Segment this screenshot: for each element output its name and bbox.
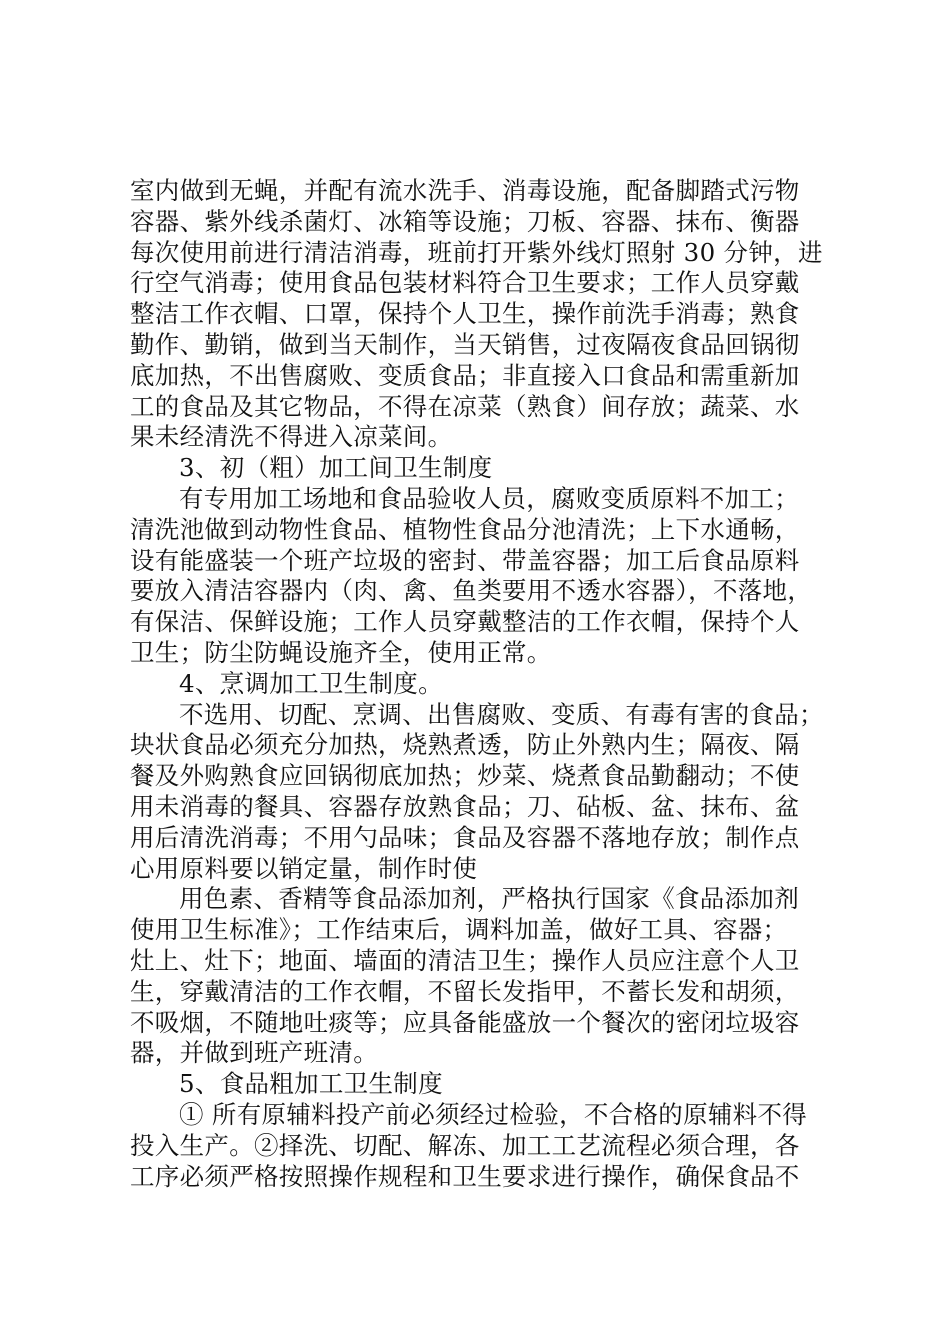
paragraph-line: 投入生产。②择洗、切配、解冻、加工工艺流程必须合理，各: [130, 1130, 800, 1160]
paragraph-line-indented: 不选用、切配、烹调、出售腐败、变质、有毒有害的食品；: [179, 699, 824, 729]
paragraph-line-indented: ① 所有原辅料投产前必须经过检验，不合格的原辅料不得: [179, 1099, 808, 1129]
paragraph-line: 要放入清洁容器内（肉、禽、鱼类要用不透水容器），不落地，: [130, 576, 813, 606]
paragraph-line: 设有能盛装一个班产垃圾的密封、带盖容器；加工后食品原料: [130, 545, 800, 575]
paragraph-line: 心用原料要以销定量，制作时使: [130, 853, 478, 883]
paragraph-line-indented: 有专用加工场地和食品验收人员，腐败变质原料不加工；: [179, 483, 799, 513]
paragraph-line-indented: 3、初（粗）加工间卫生制度: [179, 453, 493, 483]
paragraph-line: 底加热，不出售腐败、变质食品；非直接入口食品和需重新加: [130, 360, 800, 390]
paragraph-line: 使用卫生标准》；工作结束后，调料加盖，做好工具、容器；: [130, 915, 788, 945]
paragraph-line-indented: 用色素、香精等食品添加剂，严格执行国家《食品添加剂: [179, 884, 799, 914]
paragraph-line: 勤作、勤销，做到当天制作，当天销售，过夜隔夜食品回锅彻: [130, 329, 800, 359]
paragraph-line: 室内做到无蝇，并配有流水洗手、消毒设施，配备脚踏式污物: [130, 176, 800, 205]
paragraph-line: 器，并做到班产班清。: [130, 1038, 378, 1068]
paragraph-line: 工的食品及其它物品，不得在凉菜（熟食）间存放；蔬菜、水: [130, 391, 800, 421]
document-body: [130, 176, 848, 1192]
paragraph-line: 清洗池做到动物性食品、植物性食品分池清洗；上下水通畅，: [130, 514, 800, 544]
paragraph-line: 灶上、灶下；地面、墙面的清洁卫生；操作人员应注意个人卫: [130, 945, 800, 975]
paragraph-line: 用后清洗消毒；不用勺品味；食品及容器不落地存放；制作点: [130, 822, 800, 852]
paragraph-line: 卫生；防尘防蝇设施齐全，使用正常。: [130, 637, 552, 667]
paragraph-line: 每次使用前进行清洁消毒，班前打开紫外线灯照射 30 分钟，进: [130, 237, 823, 267]
paragraph-line-indented: 5、食品粗加工卫生制度: [179, 1069, 443, 1099]
paragraph-line: 生，穿戴清洁的工作衣帽，不留长发指甲，不蓄长发和胡须，: [130, 976, 800, 1006]
paragraph-line: 整洁工作衣帽、口罩，保持个人卫生，操作前洗手消毒；熟食: [130, 299, 800, 329]
paragraph-line: 果未经清洗不得进入凉菜间。: [130, 422, 453, 452]
paragraph-line: 用未消毒的餐具、容器存放熟食品；刀、砧板、盆、抹布、盆: [130, 791, 800, 821]
paragraph-line: 行空气消毒；使用食品包装材料符合卫生要求；工作人员穿戴: [130, 268, 800, 298]
paragraph-line: 餐及外购熟食应回锅彻底加热；炒菜、烧煮食品勤翻动；不使: [130, 761, 800, 791]
paragraph-line-indented: 4、烹调加工卫生制度。: [179, 668, 443, 698]
paragraph-line: 块状食品必须充分加热，烧熟煮透，防止外熟内生；隔夜、隔: [130, 730, 800, 760]
paragraph-line: 有保洁、保鲜设施；工作人员穿戴整洁的工作衣帽，保持个人: [130, 607, 800, 637]
paragraph-line: 不吸烟，不随地吐痰等；应具备能盛放一个餐次的密闭垃圾容: [130, 1007, 800, 1037]
paragraph-line: 工序必须严格按照操作规程和卫生要求进行操作，确保食品不: [130, 1161, 800, 1191]
paragraph-line: 容器、紫外线杀菌灯、冰箱等设施；刀板、容器、抹布、衡器: [130, 206, 800, 236]
